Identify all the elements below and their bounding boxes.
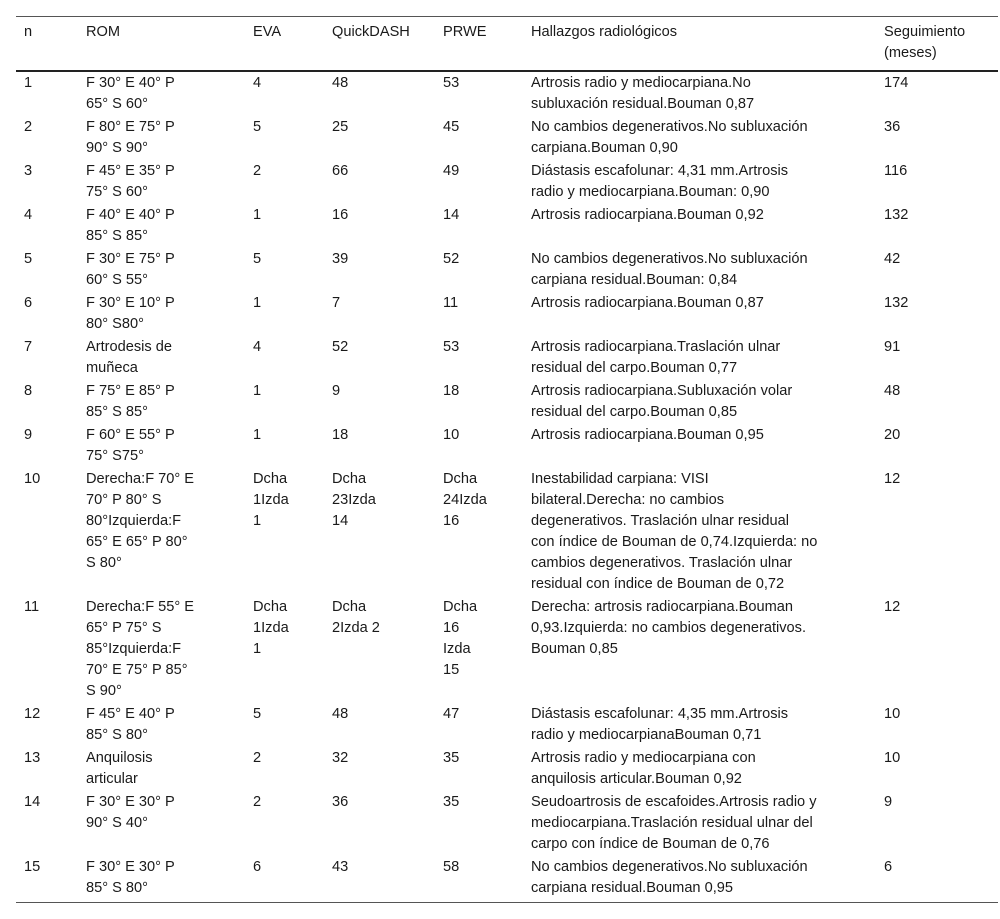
cell-rom: F 30° E 30° P 85° S 80° xyxy=(86,859,175,896)
cell-seguimiento: 36 xyxy=(884,119,901,135)
cell-n: 9 xyxy=(24,427,33,443)
cell-rom: F 30° E 40° P 65° S 60° xyxy=(86,75,175,112)
cell-prwe: Dcha 16 Izda 15 xyxy=(443,599,478,678)
cell-rom: Artrodesis de muñeca xyxy=(86,339,172,376)
cell-eva: Dcha 1Izda 1 xyxy=(253,599,289,657)
cell-rom: F 40° E 40° P 85° S 85° xyxy=(86,207,175,244)
table-row xyxy=(16,292,998,336)
cell-rom: F 75° E 85° P 85° S 85° xyxy=(86,383,175,420)
cell-seguimiento: 6 xyxy=(884,859,893,875)
cell-hallazgos: Artrosis radio y mediocarpiana.No subluxación residual.Bouman 0,87 xyxy=(531,75,755,112)
cell-prwe: 53 xyxy=(443,339,460,355)
cell-seguimiento: 42 xyxy=(884,251,901,267)
cell-seguimiento: 116 xyxy=(884,163,908,179)
cell-n: 8 xyxy=(24,383,33,399)
cell-prwe: 58 xyxy=(443,859,460,875)
table-row xyxy=(16,248,998,292)
cell-hallazgos: Artrosis radiocarpiana.Bouman 0,92 xyxy=(531,207,764,223)
cell-prwe: 14 xyxy=(443,207,460,223)
cell-n: 1 xyxy=(24,75,33,91)
cell-eva: 1 xyxy=(253,383,262,399)
table-header-row xyxy=(16,17,998,72)
cell-prwe: 35 xyxy=(443,794,460,810)
cell-rom: F 30° E 30° P 90° S 40° xyxy=(86,794,175,831)
table-row xyxy=(16,747,998,791)
header-seguimiento: Seguimiento (meses) xyxy=(884,24,966,61)
cell-seguimiento: 91 xyxy=(884,339,901,355)
header-prwe: PRWE xyxy=(443,24,487,40)
cell-quickdash: 66 xyxy=(332,163,349,179)
cell-prwe: 18 xyxy=(443,383,460,399)
cell-hallazgos: No cambios degenerativos.No subluxación carpiana residual.Bouman: 0,84 xyxy=(531,251,808,288)
table-row xyxy=(16,596,998,703)
cell-rom: Derecha:F 55° E 65° P 75° S 85°Izquierda:F 70° E 75° P 85° S 90° xyxy=(86,599,195,699)
cell-prwe: 47 xyxy=(443,706,460,722)
results-table xyxy=(16,16,998,903)
cell-quickdash: 48 xyxy=(332,75,349,91)
cell-seguimiento: 132 xyxy=(884,295,909,311)
cell-eva: 6 xyxy=(253,859,262,875)
cell-n: 12 xyxy=(24,706,41,722)
cell-seguimiento: 10 xyxy=(884,706,901,722)
cell-hallazgos: Artrosis radio y mediocarpiana con anquilosis articular.Bouman 0,92 xyxy=(531,750,756,787)
table-row xyxy=(16,424,998,468)
table-row xyxy=(16,71,998,116)
table-row xyxy=(16,336,998,380)
table-row xyxy=(16,791,998,856)
cell-quickdash: Dcha 2Izda 2 xyxy=(332,599,380,636)
cell-eva: 5 xyxy=(253,706,262,722)
table-row xyxy=(16,116,998,160)
cell-hallazgos: Derecha: artrosis radiocarpiana.Bouman 0,93.Izquierda: no cambios degenerativos. Bouman 0,85 xyxy=(531,599,807,657)
cell-rom: F 45° E 40° P 85° S 80° xyxy=(86,706,175,743)
cell-eva: 1 xyxy=(253,295,262,311)
cell-quickdash: 43 xyxy=(332,859,349,875)
cell-hallazgos: Seudoartrosis de escafoides.Artrosis radio y mediocarpiana.Traslación residual ulnar del carpo con índice de Bouman de 0,76 xyxy=(531,794,817,852)
cell-seguimiento: 20 xyxy=(884,427,901,443)
cell-prwe: 11 xyxy=(443,295,459,311)
cell-seguimiento: 132 xyxy=(884,207,909,223)
cell-hallazgos: No cambios degenerativos.No subluxación carpiana residual.Bouman 0,95 xyxy=(531,859,808,896)
cell-rom: F 45° E 35° P 75° S 60° xyxy=(86,163,175,200)
cell-hallazgos: Diástasis escafolunar: 4,35 mm.Artrosis radio y mediocarpianaBouman 0,71 xyxy=(531,706,789,743)
cell-eva: 1 xyxy=(253,207,262,223)
table-row xyxy=(16,856,998,903)
header-hallazgos: Hallazgos radiológicos xyxy=(531,24,678,40)
cell-rom: F 30° E 75° P 60° S 55° xyxy=(86,251,175,288)
cell-n: 6 xyxy=(24,295,33,311)
cell-n: 15 xyxy=(24,859,41,875)
cell-prwe: 49 xyxy=(443,163,460,179)
table-row xyxy=(16,204,998,248)
cell-quickdash: 48 xyxy=(332,706,349,722)
cell-seguimiento: 48 xyxy=(884,383,901,399)
cell-hallazgos: Artrosis radiocarpiana.Subluxación volar residual del carpo.Bouman 0,85 xyxy=(531,383,793,420)
cell-n: 3 xyxy=(24,163,33,179)
cell-prwe: 45 xyxy=(443,119,460,135)
cell-quickdash: 7 xyxy=(332,295,341,311)
cell-n: 10 xyxy=(24,471,41,487)
cell-seguimiento: 174 xyxy=(884,75,909,91)
table-body xyxy=(16,71,998,903)
cell-prwe: 53 xyxy=(443,75,460,91)
cell-eva: 5 xyxy=(253,119,262,135)
cell-eva: 2 xyxy=(253,794,262,810)
table-row xyxy=(16,160,998,204)
cell-n: 7 xyxy=(24,339,33,355)
cell-eva: 4 xyxy=(253,339,262,355)
cell-prwe: Dcha 24Izda 16 xyxy=(443,471,487,529)
cell-hallazgos: Diástasis escafolunar: 4,31 mm.Artrosis radio y mediocarpiana.Bouman: 0,90 xyxy=(531,163,789,200)
cell-quickdash: Dcha 23Izda 14 xyxy=(332,471,376,529)
cell-n: 14 xyxy=(24,794,41,810)
cell-rom: Derecha:F 70° E 70° P 80° S 80°Izquierda:F 65° E 65° P 80° S 80° xyxy=(86,471,195,571)
cell-quickdash: 39 xyxy=(332,251,349,267)
cell-seguimiento: 12 xyxy=(884,599,901,615)
cell-rom: F 60° E 55° P 75° S75° xyxy=(86,427,175,464)
cell-hallazgos: Artrosis radiocarpiana.Bouman 0,87 xyxy=(531,295,764,311)
cell-n: 5 xyxy=(24,251,33,267)
cell-eva: 4 xyxy=(253,75,262,91)
cell-eva: 2 xyxy=(253,750,262,766)
cell-seguimiento: 12 xyxy=(884,471,901,487)
cell-quickdash: 16 xyxy=(332,207,349,223)
header-rom: ROM xyxy=(86,24,121,40)
table-row xyxy=(16,380,998,424)
cell-seguimiento: 9 xyxy=(884,794,893,810)
header-n: n xyxy=(24,24,33,40)
cell-eva: Dcha 1Izda 1 xyxy=(253,471,289,529)
table-row xyxy=(16,468,998,596)
header-eva: EVA xyxy=(253,24,282,40)
cell-eva: 2 xyxy=(253,163,262,179)
cell-n: 2 xyxy=(24,119,33,135)
cell-seguimiento: 10 xyxy=(884,750,901,766)
cell-hallazgos: Inestabilidad carpiana: VISI bilateral.Derecha: no cambios degenerativos. Traslación ulnar residual con índice de Bouman de 0,74.Izquierda: no cambios degenerativos. Traslación ulnar residual con índice de Bouman de 0,72 xyxy=(531,471,818,592)
cell-eva: 5 xyxy=(253,251,262,267)
header-quickdash: QuickDASH xyxy=(332,24,410,40)
cell-prwe: 10 xyxy=(443,427,460,443)
table-row xyxy=(16,703,998,747)
cell-quickdash: 32 xyxy=(332,750,349,766)
cell-prwe: 35 xyxy=(443,750,460,766)
cell-hallazgos: Artrosis radiocarpiana.Bouman 0,95 xyxy=(531,427,764,443)
cell-quickdash: 25 xyxy=(332,119,349,135)
cell-n: 11 xyxy=(24,599,40,615)
cell-quickdash: 36 xyxy=(332,794,349,810)
cell-quickdash: 18 xyxy=(332,427,349,443)
cell-n: 4 xyxy=(24,207,33,223)
cell-hallazgos: Artrosis radiocarpiana.Traslación ulnar residual del carpo.Bouman 0,77 xyxy=(531,339,781,376)
cell-rom: Anquilosis articular xyxy=(86,750,153,787)
cell-quickdash: 9 xyxy=(332,383,341,399)
cell-prwe: 52 xyxy=(443,251,460,267)
cell-rom: F 30° E 10° P 80° S80° xyxy=(86,295,175,332)
cell-n: 13 xyxy=(24,750,41,766)
cell-hallazgos: No cambios degenerativos.No subluxación carpiana.Bouman 0,90 xyxy=(531,119,808,156)
results-table-container xyxy=(16,16,998,903)
cell-quickdash: 52 xyxy=(332,339,349,355)
cell-rom: F 80° E 75° P 90° S 90° xyxy=(86,119,175,156)
cell-eva: 1 xyxy=(253,427,262,443)
